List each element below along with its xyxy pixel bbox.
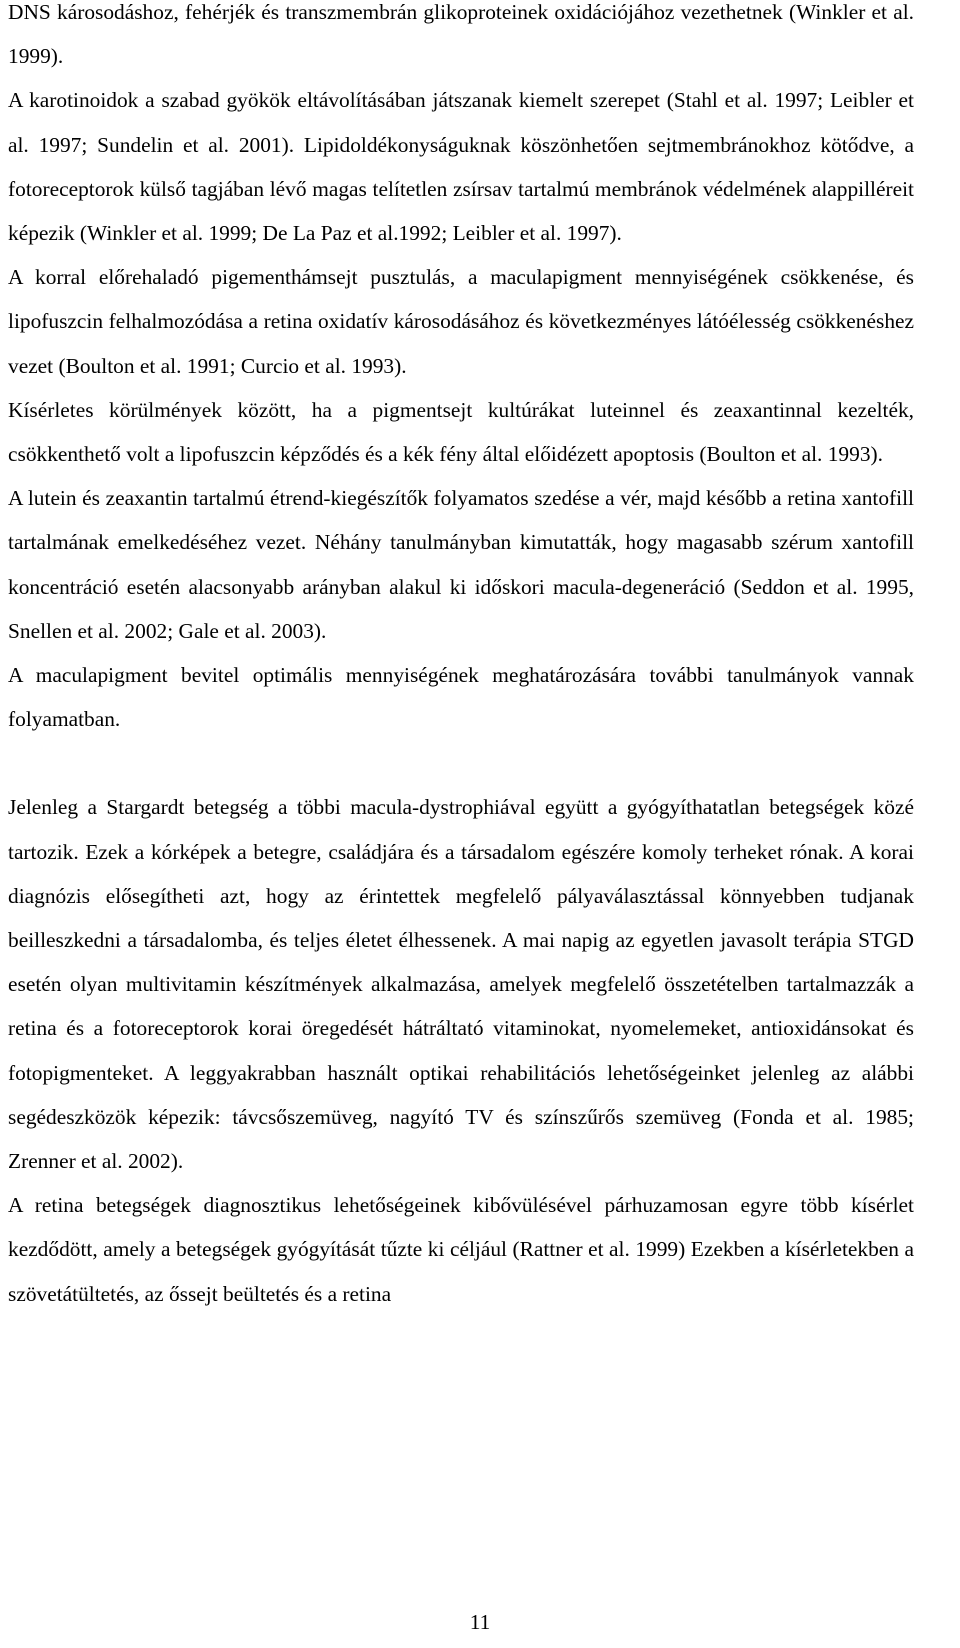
page-number: 11 xyxy=(469,1610,491,1634)
paragraph-pigment-epithelium: A korral előrehaladó pigementhámsejt pusztulás, a maculapigment mennyiségének csökkenése, és lipofuszcin felhalmozódása a retina oxidatív károsodásához és következményes látóélesség csökkenéshez vezet (Boulton et al. 1991; Curcio et al. 1993). xyxy=(8,265,914,378)
document-body xyxy=(8,0,914,1316)
paragraph-stargardt-disease: Jelenleg a Stargardt betegség a többi macula-dystrophiával együtt a gyógyíthatatlan betegségek közé tartozik. Ezek a kórképek a betegre, családjára és a társadalom egészére komoly terheket rónak. A korai diagnózis elősegítheti azt, hogy az érintettek megfelelő pályaválasztással könnyebben tudjanak beilleszkedni a társadalomba, és teljes életet élhessenek. A mai napig az egyetlen javasolt terápia STGD esetén olyan multivitamin készítmények alkalmazása, amelyek megfelelő összetételben tartalmazzák a retina és a fotoreceptorok korai öregedését hátráltató vitaminokat, nyomelemeket, antioxidánsokat és fotopigmenteket. A leggyakrabban használt optikai rehabilitációs lehetőségeinket jelenleg az alábbi segédeszközök képezik: távcsőszemüveg, nagyító TV és színszűrős szemüveg (Fonda et al. 1985; Zrenner et al. 2002). xyxy=(8,795,914,1174)
paragraph-experimental-conditions: Kísérletes körülmények között, ha a pigmentsejt kultúrákat luteinnel és zeaxantinnal kezelték, csökkenthető volt a lipofuszcin képződés és a kék fény által előidézett apoptosis (Boulton et al. 1993). xyxy=(8,397,914,467)
paragraph-dns-damage: DNS károsodáshoz, fehérjék és transzmembrán glikoproteinek oxidációjához vezethetnek (Winkler et al. 1999). xyxy=(8,0,914,69)
paragraph-lutein-zeaxanthin: A lutein és zeaxantin tartalmú étrend-kiegészítők folyamatos szedése a vér, majd később a retina xantofill tartalmának emelkedéséhez vezet. Néhány tanulmányban kimutatták, hogy magasabb szérum xantofill koncentráció esetén alacsonyabb arányban alakul ki időskori macula-degeneráció (Seddon et al. 1995, Snellen et al. 2002; Gale et al. 2003). xyxy=(8,486,914,643)
paragraph-carotenoids: A karotinoidok a szabad gyökök eltávolításában játszanak kiemelt szerepet (Stahl et al. 1997; Leibler et al. 1997; Sundelin et al. 2001). Lipidoldékonyságuknak köszönhetően sejtmembránokhoz kötődve, a fotoreceptorok külső tagjában lévő magas telítetlen zsírsav tartalmú membránok védelmének alappilléreit képezik (Winkler et al. 1999; De La Paz et al.1992; Leibler et al. 1997). xyxy=(8,88,914,246)
paragraph-macular-pigment-intake: A maculapigment bevitel optimális mennyiségének meghatározására további tanulmányok vannak folyamatban. xyxy=(8,663,914,732)
paragraph-retina-diagnostics: A retina betegségek diagnosztikus lehetőségeinek kibővülésével párhuzamosan egyre több kísérlet kezdődött, amely a betegségek gyógyítását tűzte ki céljául (Rattner et al. 1999) Ezekben a kísérletekben a szövetátültetés, az őssejt beültetés és a retina xyxy=(8,1193,914,1306)
